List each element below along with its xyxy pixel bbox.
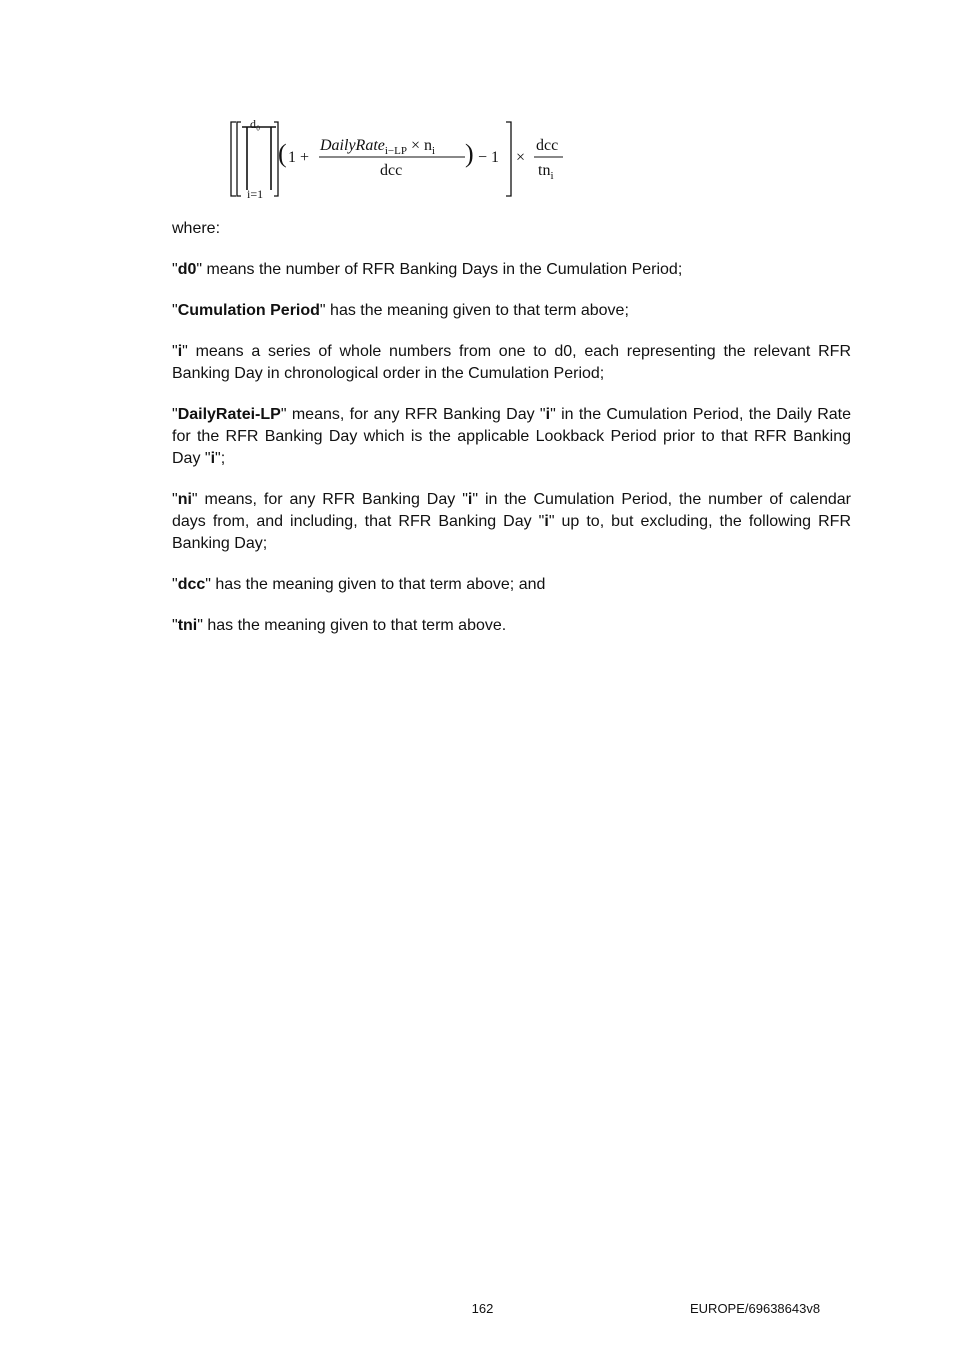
product-lower-limit: i=1 — [247, 187, 264, 201]
definition-dailyrate-text-3: "; — [215, 450, 226, 467]
denominator: dcc — [380, 162, 403, 179]
quote: " — [172, 261, 178, 278]
quote: " — [172, 343, 178, 360]
times-n: × n — [410, 137, 433, 154]
term-ni: ni — [177, 491, 192, 508]
fraction2-denominator — [538, 163, 554, 182]
definitions-body — [172, 218, 851, 656]
minus-one: − 1 — [478, 149, 500, 166]
term-d0: d0 — [177, 261, 197, 278]
term-i-ref: i — [544, 513, 549, 530]
definition-dailyrate-text-1: " means, for any RFR Banking Day " — [280, 406, 546, 423]
definition-tni — [172, 615, 851, 637]
definition-cumulation-period — [172, 300, 851, 322]
where-label: where: — [172, 220, 221, 237]
product-upper-limit: d₀ — [250, 117, 261, 131]
times-symbol: × — [516, 149, 526, 166]
formula — [222, 110, 582, 205]
term-i-ref: i — [467, 491, 473, 508]
tn-sub: i — [550, 170, 554, 183]
quote: " — [172, 302, 178, 319]
formula-brackets — [222, 110, 582, 205]
definition-ni-text-3: " up to, but excluding, the following RFR Banking Day; — [172, 513, 852, 552]
definition-i — [172, 341, 851, 385]
daily-rate-sub: i−LP — [384, 145, 407, 158]
term-cumulation-period: Cumulation Period — [177, 302, 320, 319]
term-i: i — [177, 343, 183, 360]
open-paren: ( — [278, 139, 287, 168]
daily-rate-var: DailyRate — [320, 137, 385, 154]
definition-i-text: " means a series of whole numbers from one to d0, each representing the relevant RFR Banking Day in chronological order in the Cumulation Period; — [172, 343, 851, 382]
document-reference: EUROPE/69638643v8 — [690, 1301, 821, 1316]
close-paren: ) — [465, 139, 474, 168]
term-tni: tni — [177, 617, 198, 634]
quote: " — [172, 617, 178, 634]
quote: " — [172, 491, 178, 508]
definition-ni-text-1: " means, for any RFR Banking Day " — [191, 491, 468, 508]
tn-var: tn — [538, 162, 551, 179]
definition-dcc — [172, 574, 851, 596]
quote: " — [172, 406, 178, 423]
definition-d0 — [172, 259, 851, 281]
definition-ni-text-2: " in the Cumulation Period, the number of calendar days from, and including, that RFR Banking Day " — [172, 491, 851, 530]
definition-cumulation-text: " has the meaning given to that term above; — [319, 302, 629, 319]
numerator — [320, 138, 435, 157]
fraction2-numerator: dcc — [536, 137, 559, 154]
term-dailyrate: DailyRatei-LP — [177, 406, 281, 423]
definition-dailyrate — [172, 404, 851, 470]
definition-dailyrate-text-2: " in the Cumulation Period, the Daily Rate for the RFR Banking Day which is the applicable Lookback Period prior to that RFR Banking Day " — [172, 406, 851, 467]
term-i-ref: i — [210, 450, 216, 467]
n-sub: i — [432, 145, 436, 158]
page-number: 162 — [471, 1301, 494, 1316]
quote: " — [172, 576, 178, 593]
definition-d0-text: " means the number of RFR Banking Days in the Cumulation Period; — [196, 261, 683, 278]
definition-ni — [172, 489, 851, 555]
term-i-ref: i — [545, 406, 551, 423]
one-plus: 1 + — [288, 149, 310, 166]
term-dcc: dcc — [177, 576, 206, 593]
definition-dcc-text: " has the meaning given to that term above; and — [205, 576, 546, 593]
definition-tni-text: " has the meaning given to that term above. — [197, 617, 507, 634]
